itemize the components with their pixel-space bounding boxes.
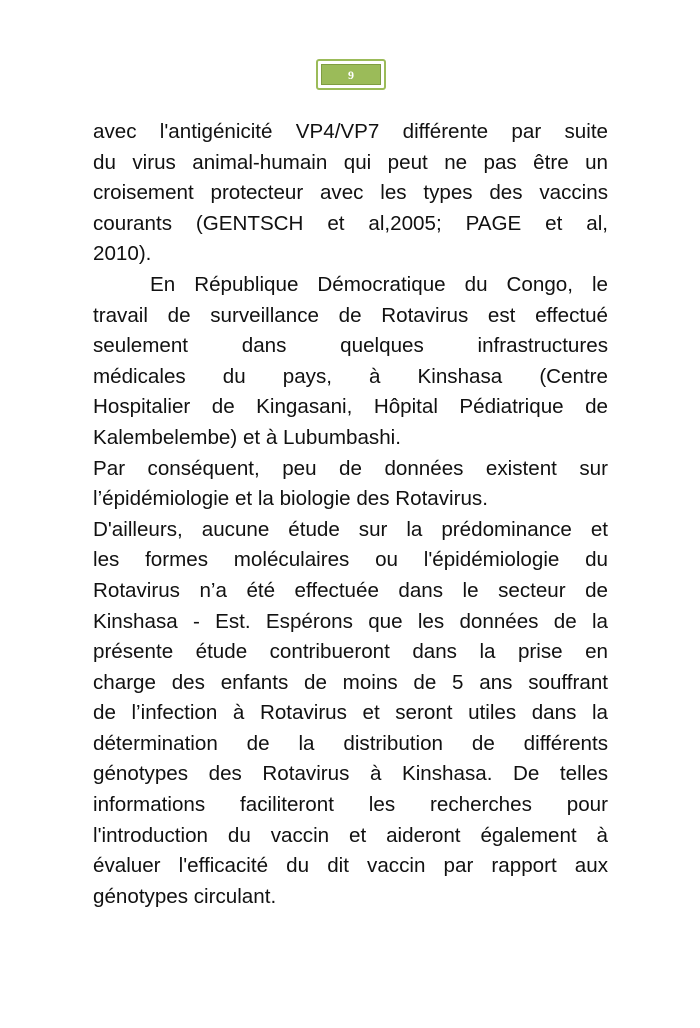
text-line: l'introduction du vaccin et aideront également à [93, 823, 608, 847]
text-line: du virus animal-humain qui peut ne pas être un [93, 150, 608, 174]
text-line: avec l'antigénicité VP4/VP7 différente par suite [93, 120, 608, 143]
text-line: Kinshasa - Est. Espérons que les données de la [93, 609, 608, 633]
text-line: courants (GENTSCH et al,2005; PAGE et al, [93, 211, 608, 235]
text-line: D'ailleurs, aucune étude sur la prédominance et [93, 517, 608, 541]
text-line: croisement protecteur avec les types des vaccins [93, 181, 608, 205]
text-line: Par conséquent, peu de données existent sur [93, 456, 608, 480]
text-line: Kalembelembe) et à Lubumbashi. [93, 425, 401, 449]
paragraph-first-line: En République Démocratique du Congo, le [150, 272, 608, 296]
text-line: travail de surveillance de Rotavirus est effectué [93, 303, 608, 327]
text-line: l’épidémiologie et la biologie des Rotavirus. [93, 487, 488, 511]
text-line: médicales du pays, à Kinshasa (Centre [93, 364, 608, 388]
page-number: 9 [321, 64, 381, 85]
text-line: charge des enfants de moins de 5 ans souffrant [93, 670, 608, 694]
text-line: les formes moléculaires ou l'épidémiologie du [93, 548, 608, 572]
text-line: informations faciliteront les recherches pour [93, 793, 608, 817]
text-line: génotypes circulant. [93, 884, 277, 908]
text-line: détermination de la distribution de différents [93, 731, 608, 755]
text-line: évaluer l'efficacité du dit vaccin par rapport aux [93, 854, 608, 878]
text-line: présente étude contribueront dans la prise en [93, 640, 608, 664]
text-line: Rotavirus n’a été effectuée dans le secteur de [93, 578, 608, 602]
body-text [93, 117, 608, 912]
page-number-box [316, 59, 386, 90]
text-line: 2010). [93, 242, 152, 266]
text-line: de l’infection à Rotavirus et seront utiles dans la [93, 701, 608, 725]
text-line: seulement dans quelques infrastructures [93, 334, 608, 358]
text-line: Hospitalier de Kingasani, Hôpital Pédiatrique de [93, 395, 608, 419]
text-line: génotypes des Rotavirus à Kinshasa. De telles [93, 762, 608, 786]
